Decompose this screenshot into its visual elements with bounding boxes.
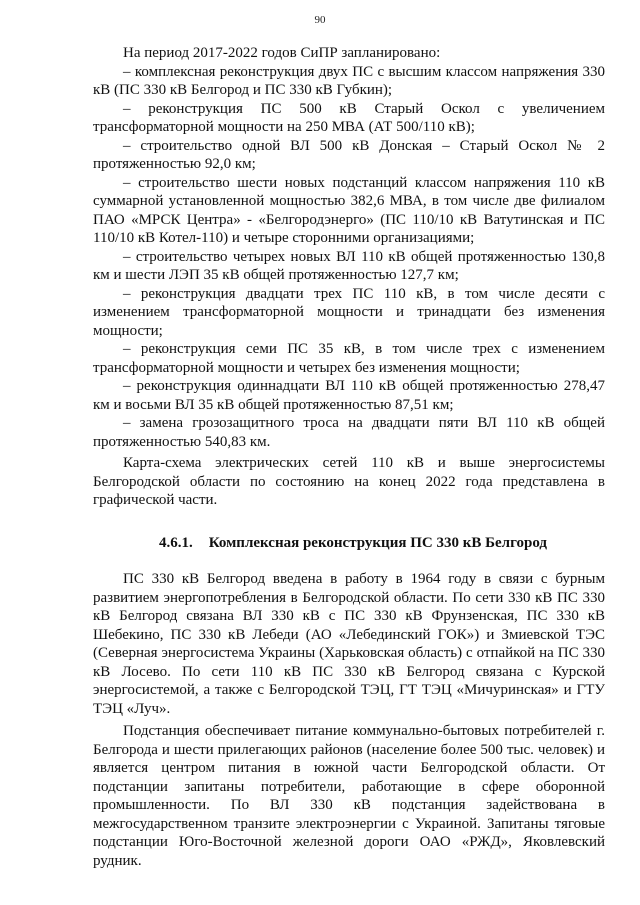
intro-paragraph: – реконструкция двадцати трех ПС 110 кВ, в том числе десяти с изменением трансформаторной мощности и тринадцати без изменения мощности; bbox=[93, 285, 605, 339]
section-paragraph: Подстанция обеспечивает питание коммунально-бытовых потребителей г. Белгорода и шести прилегающих районов (население более 500 тыс. человек) и является центром питания в южной части Белгородской области. От подстанции запитаны потребители, работающие в сфере оборонной промышленности. По ВЛ 330 кВ подстанция задействована в межгосударственном транзите электроэнергии с Украиной. Запитаны тяговые подстанции Юго-Восточной железной дороги ОАО «РЖД», Яковлевский рудник. bbox=[93, 723, 605, 869]
intro-paragraph: – строительство шести новых подстанций классом напряжения 110 кВ суммарной установленной мощностью 382,6 МВА, в том числе две филиалом ПАО «МРСК Центра» - «Белгородэнерго» (ПС 110/10 кВ Ватутинская и ПС 110/10 кВ Котел-110) и четыре сторонними организациями; bbox=[93, 174, 605, 246]
section-heading bbox=[93, 534, 605, 553]
section-paragraph: ПС 330 кВ Белгород введена в работу в 1964 году в связи с бурным развитием энергопотребления в Белгородской области. По сети 330 кВ ПС 330 кВ Белгород связана ВЛ 330 кВ с ПС 330 кВ Фрунзенская, ПС 330 кВ Шебекино, ПС 330 кВ Лебеди (АО «Лебединский ГОК») и Змиевской ТЭС (Северная энергосистема Украины (Харьковская область) с отпайкой на ПС 330 кВ Лосево. По сети 110 кВ ПС 330 кВ Белгород связана с Курской энергосистемой, а также с Белгородской ТЭЦ, ГТ ТЭЦ «Мичуринская» и ГТУ ТЭЦ «Луч». bbox=[93, 571, 605, 717]
document-body bbox=[93, 44, 605, 870]
intro-paragraph: – реконструкция семи ПС 35 кВ, в том числе трех с изменением трансформаторной мощности и четырех без изменения мощности; bbox=[93, 341, 605, 376]
intro-paragraph: – строительство четырех новых ВЛ 110 кВ общей протяженностью 130,8 км и шести ЛЭП 35 кВ общей протяженностью 127,7 км; bbox=[93, 248, 605, 283]
section-number: 4.6.1. bbox=[159, 534, 193, 551]
intro-paragraph: – замена грозозащитного троса на двадцати пяти ВЛ 110 кВ общей протяженностью 540,83 км. bbox=[93, 415, 605, 450]
intro-paragraph: – реконструкция ПС 500 кВ Старый Оскол с увеличением трансформаторной мощности на 250 МВА (АТ 500/110 кВ); bbox=[93, 100, 605, 135]
intro-paragraph: – реконструкция одиннадцати ВЛ 110 кВ общей протяженностью 278,47 км и восьми ВЛ 35 кВ общей протяженностью 87,51 км; bbox=[93, 378, 605, 413]
intro-paragraph: – строительство одной ВЛ 500 кВ Донская – Старый Оскол № 2 протяженностью 92,0 км; bbox=[93, 137, 605, 172]
page-number: 90 bbox=[314, 14, 326, 26]
intro-paragraph: – комплексная реконструкция двух ПС с высшим классом напряжения 330 кВ (ПС 330 кВ Белгород и ПС 330 кВ Губкин); bbox=[93, 63, 605, 98]
intro-paragraph: На период 2017-2022 годов СиПР запланировано: bbox=[123, 45, 441, 61]
section-title: Комплексная реконструкция ПС 330 кВ Белгород bbox=[208, 534, 548, 551]
intro-paragraph: Карта-схема электрических сетей 110 кВ и выше энергосистемы Белгородской области по состоянию на конец 2022 года представлена в графической части. bbox=[93, 455, 605, 508]
